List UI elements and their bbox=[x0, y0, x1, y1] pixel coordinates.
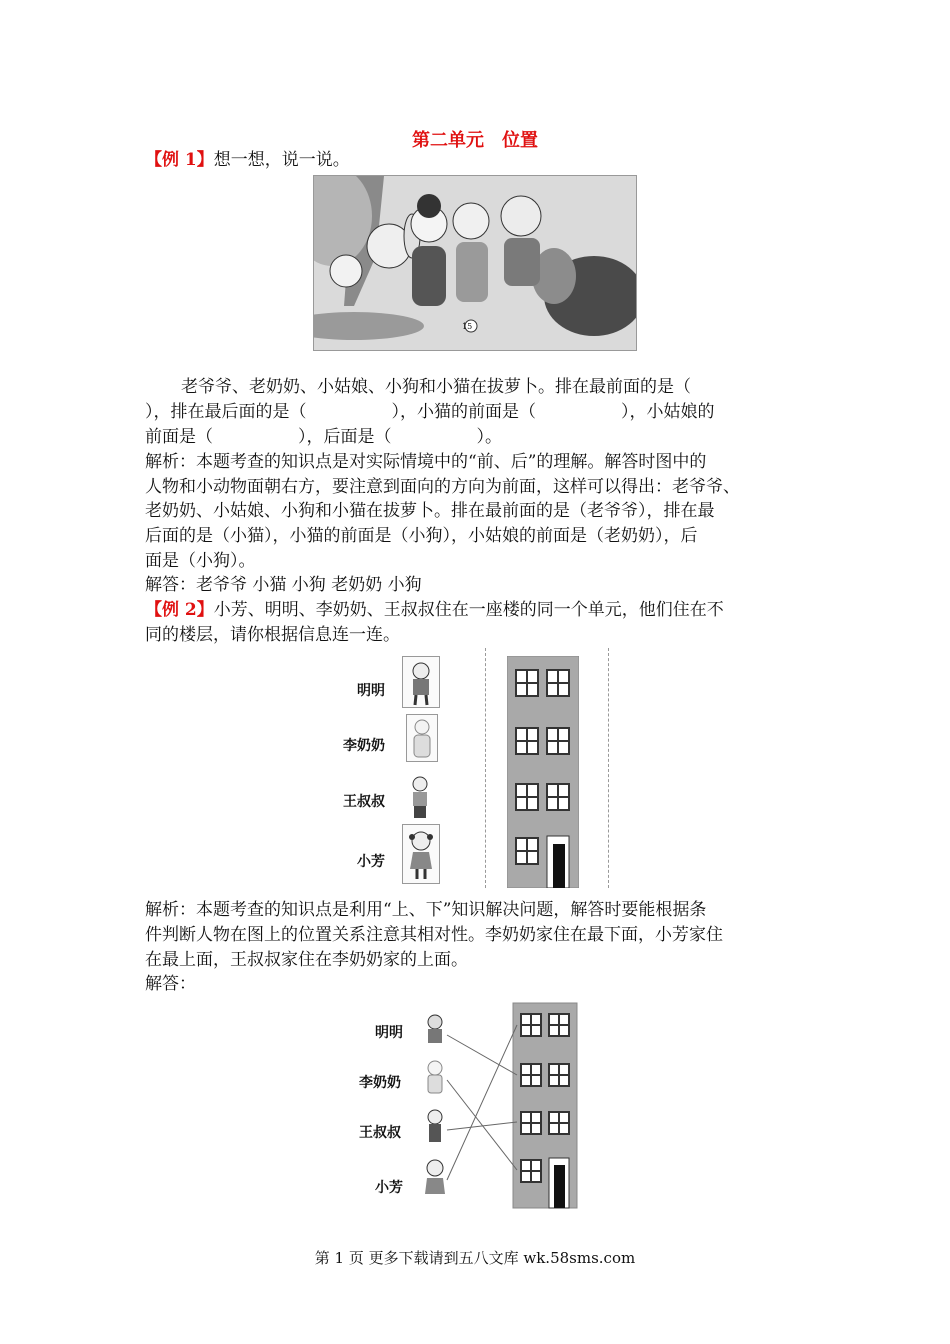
answer-connecting-lines bbox=[447, 1025, 517, 1180]
example2-tag: 【例 2】 bbox=[145, 600, 214, 620]
person-label-uncle-wang: 王叔叔 bbox=[343, 794, 385, 810]
example2-prompt-1: 小芳、明明、李奶奶、王叔叔住在一座楼的同一个单元，他们住在不 bbox=[213, 600, 724, 620]
answer-label-xiaofang: 小芳 bbox=[375, 1180, 403, 1196]
example1-analysis-line-1: 解析：本题考查的知识点是对实际情境中的“前、后”的理解。解答时图中的 bbox=[145, 452, 707, 472]
mingming-card bbox=[402, 656, 440, 708]
person-label-grandma-li: 李奶奶 bbox=[343, 738, 385, 754]
example2-analysis-line-1: 解析：本题考查的知识点是利用“上、下”知识解决问题，解答时要能根据条 bbox=[145, 900, 707, 920]
carrot-pulling-illustration bbox=[313, 175, 637, 351]
answer-label-mingming: 明明 bbox=[375, 1025, 403, 1041]
example1-tag: 【例 1】 bbox=[145, 150, 214, 170]
example1-question-line-3: 前面是（ ），后面是（ ）。 bbox=[145, 427, 502, 447]
girl-figure-icon bbox=[403, 825, 439, 883]
grandma-icon bbox=[453, 203, 489, 239]
example1-header bbox=[145, 148, 350, 172]
example1-analysis-line-5: 面是（小狗）。 bbox=[145, 551, 256, 571]
page-title: 第二单元 位置 bbox=[412, 130, 538, 151]
example2-analysis-line-2: 件判断人物在图上的位置关系注意其相对性。李奶奶家住在最下面，小芳家住 bbox=[145, 925, 723, 945]
page-footer: 第 1 页 更多下载请到五八文库 wk.58sms.com bbox=[314, 1249, 636, 1267]
carrot-pulling-drawing bbox=[314, 176, 636, 350]
illustration-page-number: 15 bbox=[462, 322, 473, 331]
example2-figure bbox=[335, 648, 615, 888]
building bbox=[507, 656, 579, 888]
grandpa-icon bbox=[501, 196, 541, 236]
divider-right bbox=[608, 648, 609, 888]
building-icon bbox=[507, 656, 579, 888]
example1-prompt: 想一想，说一说。 bbox=[213, 150, 350, 170]
answer-drawing bbox=[355, 1000, 585, 1210]
answer-label-grandma-li: 李奶奶 bbox=[359, 1075, 401, 1091]
example1-question-line-1: 老爷爷、老奶奶、小姑娘、小狗和小猫在拔萝卜。排在最前面的是（ bbox=[181, 377, 691, 397]
boy-figure-icon bbox=[403, 657, 439, 707]
cat-icon bbox=[330, 255, 362, 287]
grandma-figure-icon bbox=[407, 715, 437, 761]
answer-people-icons bbox=[425, 1015, 445, 1194]
example2-analysis-line-3: 在最上面，王叔叔家住在李奶奶家的上面。 bbox=[145, 950, 468, 970]
man-figure-icon bbox=[405, 774, 435, 820]
person-label-xiaofang: 小芳 bbox=[357, 854, 385, 870]
example1-analysis-line-4: 后面的是（小猫），小猫的前面是（小狗），小姑娘的前面是（老奶奶），后 bbox=[145, 526, 698, 546]
answer-label-uncle-wang: 王叔叔 bbox=[359, 1125, 401, 1141]
example1-analysis-line-3: 老奶奶、小姑娘、小狗和小猫在拔萝卜。排在最前面的是（老爷爷），排在最 bbox=[145, 501, 715, 521]
example1-answer: 解答：老爷爷 小猫 小狗 老奶奶 小狗 bbox=[145, 575, 422, 595]
example2-answer-figure bbox=[355, 1000, 585, 1210]
example2-prompt-line-2: 同的楼层，请你根据信息连一连。 bbox=[145, 625, 400, 645]
example1-question-line-2: ），排在最后面的是（ ），小猫的前面是（ ），小姑娘的 bbox=[145, 402, 715, 422]
uncle-wang-card bbox=[405, 774, 435, 820]
example2-answer-label: 解答： bbox=[145, 974, 196, 994]
grandma-li-card bbox=[406, 714, 438, 762]
example2-prompt-line-1 bbox=[145, 598, 724, 622]
example1-analysis-line-2: 人物和小动物面朝右方，要注意到面向的方向为前面，这样可以得出：老爷爷、 bbox=[145, 477, 740, 497]
divider-left bbox=[485, 648, 486, 888]
person-label-mingming: 明明 bbox=[357, 683, 385, 699]
xiaofang-card bbox=[402, 824, 440, 884]
